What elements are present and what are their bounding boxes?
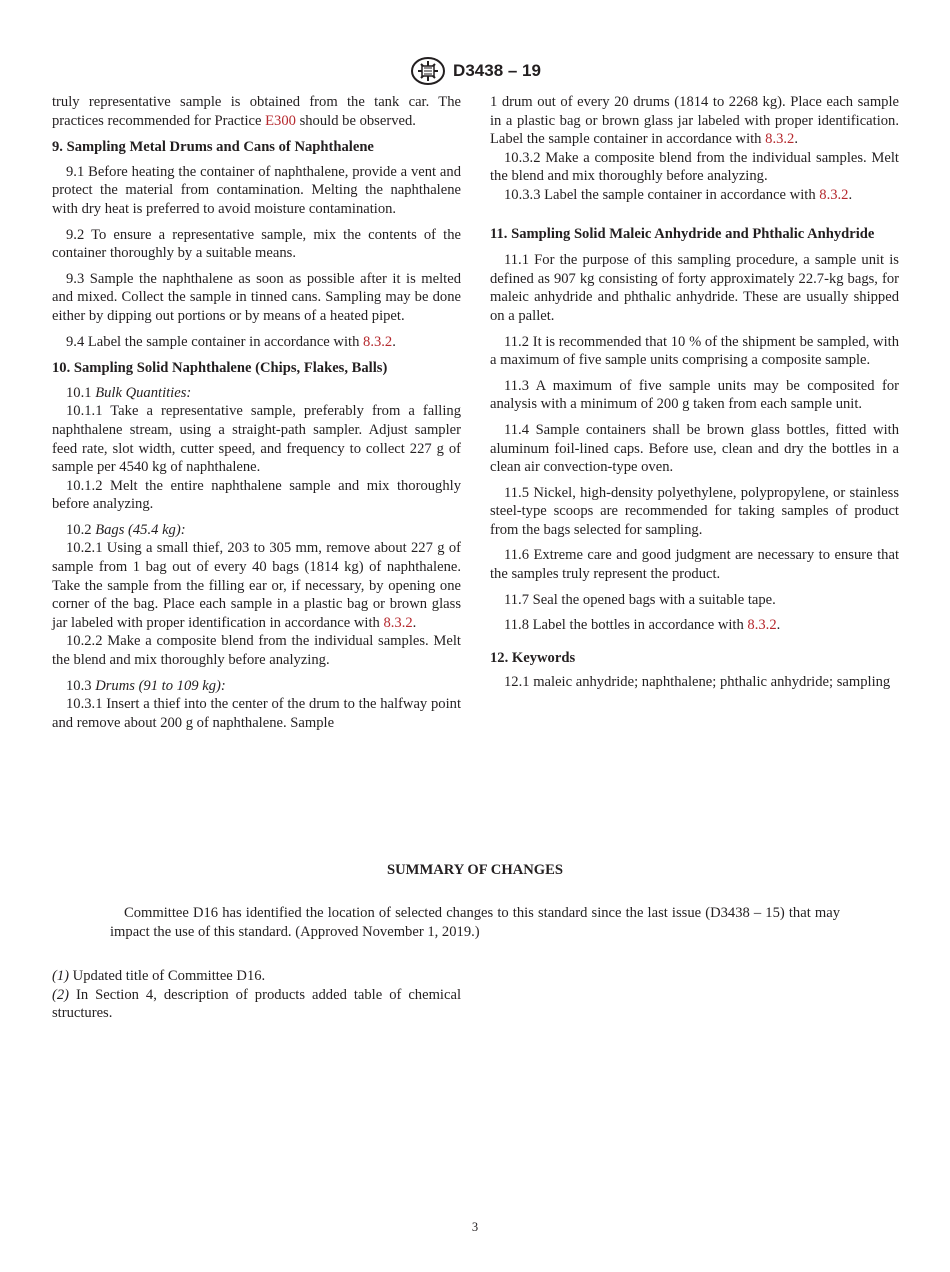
- section-12-heading: 12. Keywords: [490, 649, 576, 666]
- paragraph-11-8: 11.8 Label the bottles in accordance with 8.3.2.: [504, 617, 781, 634]
- paragraph-9-1: 9.1 Before heating the container of naphthalene, provide a vent and protect the material from contamination. Melting the naphthalene with dry heat is preferred to avoid moisture contamination.: [52, 163, 461, 217]
- paragraph-11-7: 11.7 Seal the opened bags with a suitable tape.: [504, 591, 776, 608]
- ref-link-8-3-2[interactable]: 8.3.2: [819, 186, 849, 203]
- paragraph-11-2: 11.2 It is recommended that 10 % of the shipment be sampled, with a maximum of five sample units comprising a composite sample.: [490, 333, 899, 369]
- astm-logo-icon: [409, 56, 447, 86]
- paragraph-10-2-1: 10.2.1 Using a small thief, 203 to 305 mm, remove about 227 g of sample from 1 bag out of every 40 bags (1814 kg) of naphthalene. Take the sample from the filling ear or, if necessary, by opening one corner of the bag. Place each sample in a plastic bag or brown glass jar labeled with proper identification in accordance with 8.3.2.: [52, 540, 461, 631]
- e300-link[interactable]: E300: [265, 112, 296, 129]
- changes-list: [52, 967, 461, 1023]
- summary-of-changes-text: Committee D16 has identified the location of selected changes to this standard since the last issue (D3438 – 15) that may impact the use of this standard. (Approved November 1, 2019.): [110, 905, 840, 940]
- paragraph-9-3: 9.3 Sample the naphthalene as soon as possible after it is melted and mixed. Collect the sample in tinned cans. Sampling may be done either by dipping out portions or by means of a heated pipet.: [52, 270, 461, 324]
- document-designation: D3438 – 19: [453, 61, 541, 80]
- continuation-paragraph: truly representative sample is obtained from the tank car. The practices recommended for Practice E300 should be observed.: [52, 94, 461, 129]
- paragraph-10-1: 10.1 Bulk Quantities:: [66, 384, 192, 401]
- ref-link-8-3-2[interactable]: 8.3.2: [383, 614, 413, 631]
- ref-link-8-3-2[interactable]: 8.3.2: [747, 617, 777, 634]
- paragraph-11-3: 11.3 A maximum of five sample units may be composited for analysis with a minimum of 200 g taken from each sample unit.: [490, 377, 899, 413]
- page-header: [0, 56, 950, 86]
- ref-link-8-3-2[interactable]: 8.3.2: [363, 333, 393, 350]
- paragraph-10-2: 10.2 Bags (45.4 kg):: [66, 521, 186, 538]
- paragraph-9-4: 9.4 Label the sample container in accordance with 8.3.2.: [66, 333, 396, 350]
- paragraph-11-5: 11.5 Nickel, high-density polyethylene, polypropylene, or stainless steel-type scoops are recommended for taking samples of product from the bags selected for sampling.: [490, 484, 899, 538]
- section-11-heading: 11. Sampling Solid Maleic Anhydride and Phthalic Anhydride: [490, 225, 875, 242]
- paragraph-11-4: 11.4 Sample containers shall be brown glass bottles, fitted with aluminum foil-lined caps. Before use, clean and dry the bottles in a clean air convection-type oven.: [490, 421, 899, 476]
- paragraph-11-6: 11.6 Extreme care and good judgment are necessary to ensure that the samples truly represent the product.: [490, 547, 899, 583]
- summary-of-changes-title: SUMMARY OF CHANGES: [387, 862, 563, 878]
- change-item: (2) In Section 4, description of products added table of chemical structures.: [52, 986, 461, 1022]
- paragraph-10-2-2: 10.2.2 Make a composite blend from the individual samples. Melt the blend and mix thoroughly before analyzing.: [52, 633, 461, 669]
- paragraph-10-1-1: 10.1.1 Take a representative sample, preferably from a falling naphthalene stream, using a straight-path sampler. Adjust sampler feed rate, slot width, cutter speed, and frequency to collect 227 g of sample per 4540 kg of naphthalene.: [52, 403, 461, 476]
- page-number: 3: [471, 1220, 479, 1234]
- paragraph-10-3-2: 10.3.2 Make a composite blend from the individual samples. Melt the blend and mix thoroughly before analyzing.: [490, 149, 899, 185]
- paragraph-10-3-1: 10.3.1 Insert a thief into the center of the drum to the halfway point and remove about 200 g of naphthalene. Sample: [52, 696, 461, 731]
- ref-link-8-3-2[interactable]: 8.3.2: [765, 131, 795, 148]
- paragraph-9-2: 9.2 To ensure a representative sample, mix the contents of the container thoroughly by a suitable means.: [52, 226, 461, 262]
- paragraph-10-3-1-continued: 1 drum out of every 20 drums (1814 to 2268 kg). Place each sample in a plastic bag or brown glass jar labeled with proper identification. Label the sample container in accordance with 8.3.2.: [490, 94, 899, 148]
- paragraph-10-3-3: 10.3.3 Label the sample container in accordance with 8.3.2.: [504, 186, 853, 203]
- right-column: [490, 93, 899, 699]
- paragraph-11-1: 11.1 For the purpose of this sampling procedure, a sample unit is defined as 907 kg consisting of forty approximately 22.7-kg bags, for maleic anhydride and phthalic anhydride. These are usually shipped on a pallet.: [490, 252, 899, 324]
- section-9-heading: 9. Sampling Metal Drums and Cans of Naphthalene: [52, 139, 374, 156]
- left-column: [52, 93, 461, 732]
- paragraph-10-3: 10.3 Drums (91 to 109 kg):: [66, 677, 226, 694]
- change-item: (1) Updated title of Committee D16.: [52, 968, 266, 984]
- paragraph-12-1: 12.1 maleic anhydride; naphthalene; phthalic anhydride; sampling: [504, 674, 891, 691]
- paragraph-10-1-2: 10.1.2 Melt the entire naphthalene sample and mix thoroughly before analyzing.: [52, 477, 461, 513]
- section-10-heading: 10. Sampling Solid Naphthalene (Chips, Flakes, Balls): [52, 360, 388, 377]
